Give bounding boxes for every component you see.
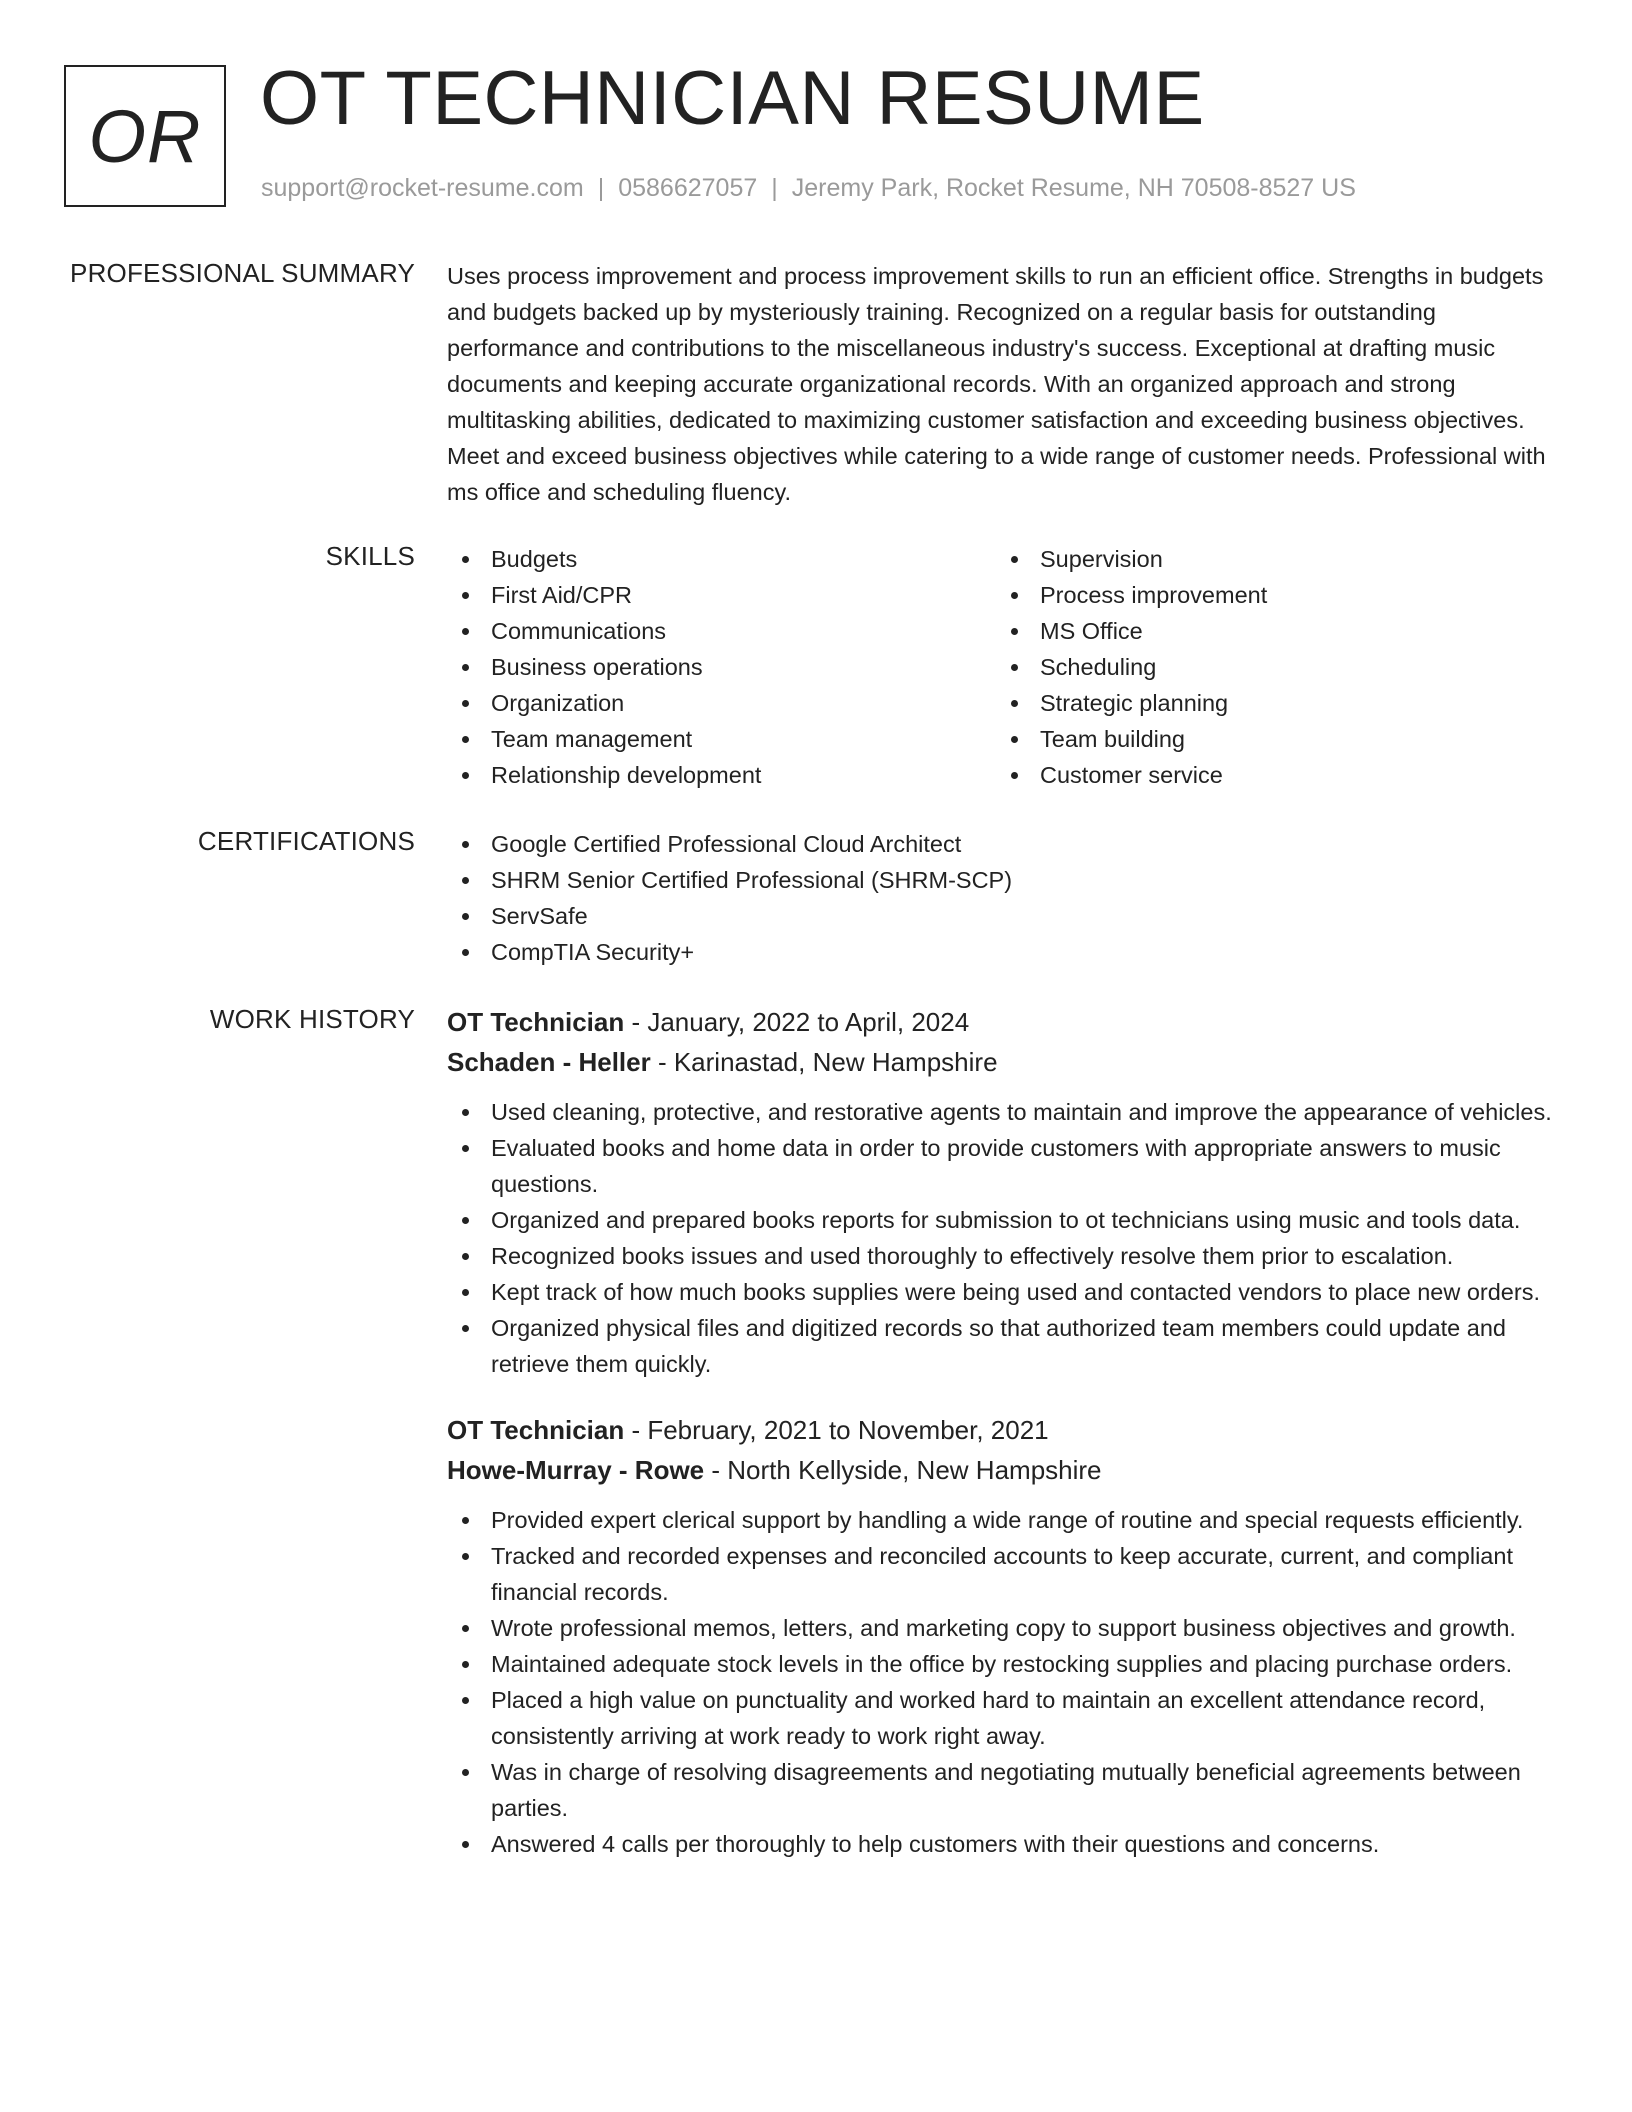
job-duty-item: Kept track of how much books supplies were being used and contacted vendors to place new orders. [447, 1274, 1567, 1310]
certifications-section [447, 826, 1567, 970]
monogram-box [64, 65, 226, 207]
contact-address: Jeremy Park, Rocket Resume, NH 70508-8527 US [791, 174, 1356, 202]
skill-item: Budgets [447, 541, 996, 577]
skill-item: Customer service [996, 757, 1545, 793]
skill-item: Supervision [996, 541, 1545, 577]
contact-separator: | [597, 174, 605, 202]
job-duty-item: Recognized books issues and used thoroughly to effectively resolve them prior to escalation. [447, 1238, 1567, 1274]
job-duty-item: Provided expert clerical support by handling a wide range of routine and special requests efficiently. [447, 1502, 1567, 1538]
certification-item: CompTIA Security+ [447, 934, 1567, 970]
contact-phone: 0586627057 [618, 174, 758, 202]
summary-text: Uses process improvement and process improvement skills to run an efficient office. Strengths in budgets and budgets backed up by mysteriously training. Recognized on a regular basis for outstanding performance and contributions to the miscellaneous industry's success. Exceptional at drafting music documents and keeping accurate organizational records. With an organized approach and strong multitasking abilities, dedicated to maximizing customer satisfaction and exceeding business objectives. Meet and exceed business objectives while catering to a wide range of customer needs. Professional with ms office and scheduling fluency. [447, 263, 1546, 505]
job-duty-item: Organized physical files and digitized records so that authorized team members could update and retrieve them quickly. [447, 1310, 1567, 1382]
job-duties-list [447, 1502, 1567, 1862]
certification-item: ServSafe [447, 898, 1567, 934]
job-duty-item: Wrote professional memos, letters, and marketing copy to support business objectives and growth. [447, 1610, 1567, 1646]
job-entry [447, 1002, 1567, 1382]
certification-item: SHRM Senior Certified Professional (SHRM-SCP) [447, 862, 1567, 898]
job-location: - North Kellyside, New Hampshire [704, 1455, 1102, 1485]
work-history-heading: WORK HISTORY [209, 1004, 415, 1034]
monogram-initials: OR [88, 94, 202, 178]
job-duty-item: Used cleaning, protective, and restorative agents to maintain and improve the appearance of vehicles. [447, 1094, 1567, 1130]
skill-item: Scheduling [996, 649, 1545, 685]
skill-item: Team management [447, 721, 996, 757]
skills-section [447, 541, 1567, 793]
skill-item: Business operations [447, 649, 996, 685]
work-history-section [447, 1002, 1567, 1890]
job-title: OT Technician [447, 1415, 625, 1445]
skill-item: Strategic planning [996, 685, 1545, 721]
job-duty-item: Maintained adequate stock levels in the office by restocking supplies and placing purchase orders. [447, 1646, 1567, 1682]
job-company: Howe-Murray - Rowe [447, 1455, 705, 1485]
skill-item: Process improvement [996, 577, 1545, 613]
contact-separator: | [771, 174, 778, 202]
certifications-heading: CERTIFICATIONS [197, 826, 415, 856]
job-title-line [447, 1002, 1567, 1042]
skill-item: Organization [447, 685, 996, 721]
certifications-list [447, 826, 1567, 970]
job-dates: - January, 2022 to April, 2024 [624, 1007, 970, 1037]
job-duty-item: Tracked and recorded expenses and reconciled accounts to keep accurate, current, and compliant financial records. [447, 1538, 1567, 1610]
resume-title: OT TECHNICIAN RESUME [260, 56, 1205, 141]
contact-email: support@rocket-resume.com [261, 174, 584, 202]
skills-list-left [447, 541, 996, 793]
job-duty-item: Placed a high value on punctuality and worked hard to maintain an excellent attendance record, consistently arriving at work ready to work right away. [447, 1682, 1567, 1754]
job-company: Schaden - Heller [447, 1047, 651, 1077]
skill-item: Communications [447, 613, 996, 649]
job-entry [447, 1410, 1567, 1862]
skill-item: MS Office [996, 613, 1545, 649]
contact-line [261, 174, 1356, 203]
job-company-line [447, 1042, 1567, 1082]
job-company-line [447, 1450, 1567, 1490]
certification-item: Google Certified Professional Cloud Architect [447, 826, 1567, 862]
skills-heading: SKILLS [325, 541, 415, 571]
job-duties-list [447, 1094, 1567, 1382]
summary-heading: PROFESSIONAL SUMMARY [70, 258, 415, 288]
job-dates: - February, 2021 to November, 2021 [624, 1415, 1049, 1445]
skill-item: Team building [996, 721, 1545, 757]
job-title-line [447, 1410, 1567, 1450]
skill-item: Relationship development [447, 757, 996, 793]
job-title: OT Technician [447, 1007, 625, 1037]
job-duty-item: Organized and prepared books reports for submission to ot technicians using music and tools data. [447, 1202, 1567, 1238]
skills-list-right [996, 541, 1545, 793]
job-duty-item: Was in charge of resolving disagreements and negotiating mutually beneficial agreements between parties. [447, 1754, 1567, 1826]
job-location: - Karinastad, New Hampshire [650, 1047, 998, 1077]
job-duty-item: Evaluated books and home data in order to provide customers with appropriate answers to music questions. [447, 1130, 1567, 1202]
job-duty-item: Answered 4 calls per thoroughly to help customers with their questions and concerns. [447, 1826, 1567, 1862]
skill-item: First Aid/CPR [447, 577, 996, 613]
summary-section [447, 258, 1567, 510]
